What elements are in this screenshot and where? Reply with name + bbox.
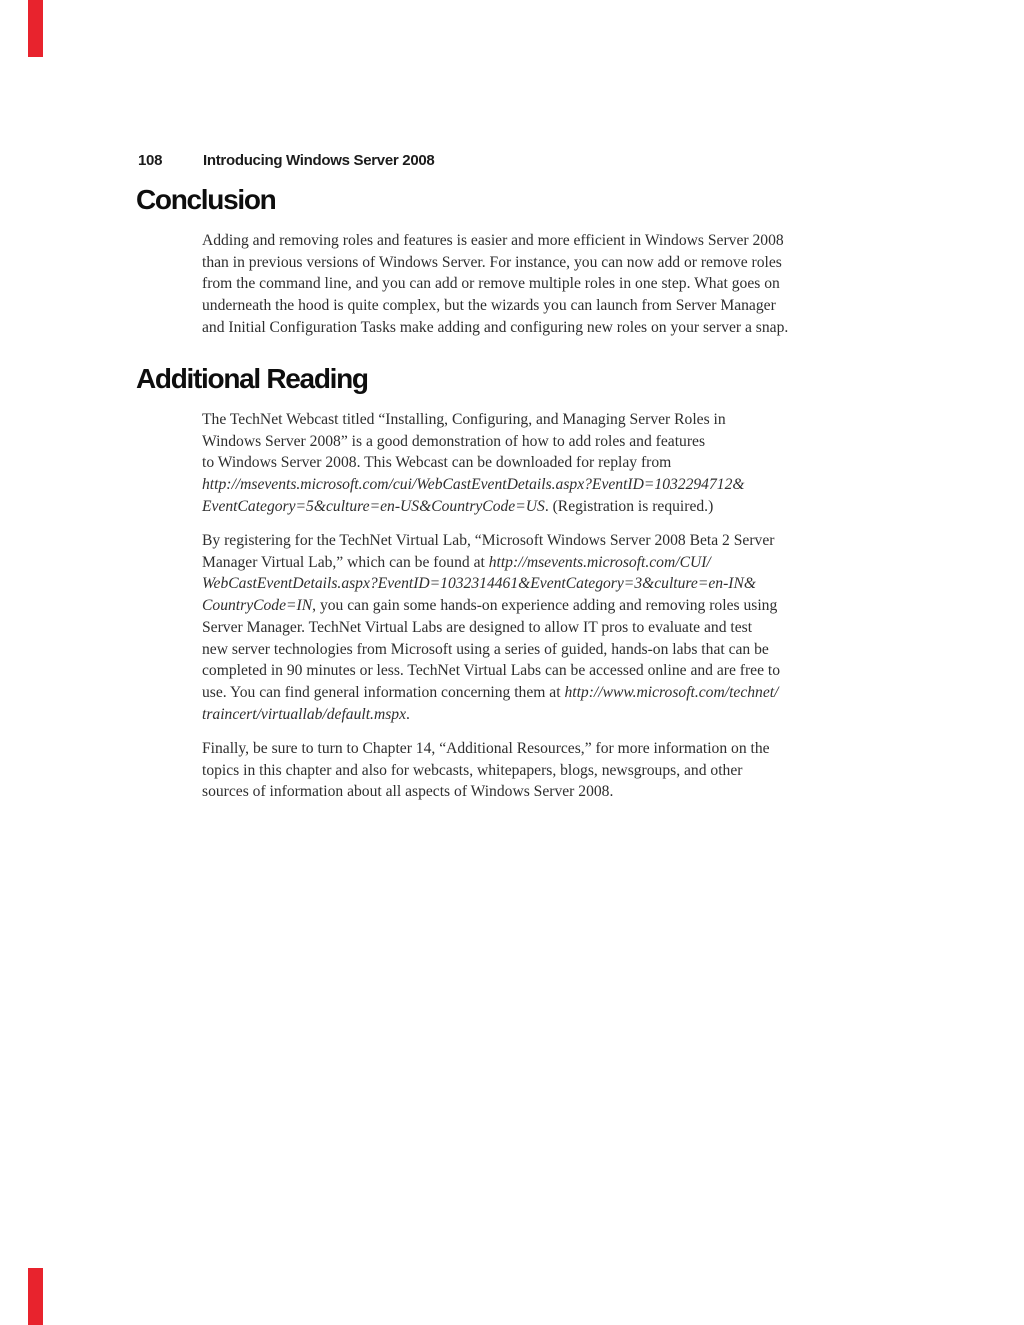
text-line xyxy=(202,682,892,704)
text-line xyxy=(202,738,892,760)
text-line xyxy=(202,252,892,274)
text-line xyxy=(202,704,892,726)
text-line xyxy=(202,552,892,574)
paragraph xyxy=(202,409,892,518)
text-line xyxy=(202,295,892,317)
body-text: By registering for the TechNet Virtual Lab, “Microsoft Windows Server 2008 Beta 2 Server xyxy=(202,532,775,549)
url-text: CountryCode=IN xyxy=(202,597,313,615)
text-line xyxy=(202,639,892,661)
body-text: underneath the hood is quite complex, but the wizards you can launch from Server Manager xyxy=(202,297,776,315)
text-line xyxy=(202,273,892,295)
body-text: The TechNet Webcast titled “Installing, Configuring, and Managing Server Roles in xyxy=(202,411,726,428)
running-header xyxy=(138,152,858,172)
body-text: topics in this chapter and also for webcasts, whitepapers, blogs, newsgroups, and other xyxy=(202,761,743,779)
text-line xyxy=(202,431,892,453)
body-text: Adding and removing roles and features is easier and more efficient in Windows Server 2008 xyxy=(202,232,784,249)
paragraph xyxy=(202,230,892,339)
url-text: http://www.microsoft.com/technet/ xyxy=(564,683,779,701)
body-text: Windows Server 2008” is a good demonstration of how to add roles and features xyxy=(202,432,706,450)
text-line xyxy=(202,452,892,474)
text-line xyxy=(202,496,892,518)
page-number: 108 xyxy=(138,152,163,169)
text-line xyxy=(202,595,892,617)
text-line xyxy=(202,317,892,339)
body-text: from the command line, and you can add or remove multiple roles in one step. What goes on xyxy=(202,275,780,293)
paragraph xyxy=(202,530,892,725)
running-header-title: Introducing Windows Server 2008 xyxy=(203,152,435,169)
body-text: new server technologies from Microsoft using a series of guided, hands-on labs that can be xyxy=(202,640,769,658)
body-text: completed in 90 minutes or less. TechNet Virtual Labs can be accessed online and are free to xyxy=(202,662,781,680)
text-line xyxy=(202,409,892,431)
url-text: traincert/virtuallab/default.mspx xyxy=(202,705,406,723)
body-text: , you can gain some hands-on experience adding and removing roles using xyxy=(312,597,778,615)
url-text: http://msevents.microsoft.com/CUI/ xyxy=(488,553,711,571)
url-text: http://msevents.microsoft.com/cui/WebCastEventDetails.aspx?EventID=1032294712& xyxy=(202,476,745,494)
text-line xyxy=(202,617,892,639)
text-line xyxy=(202,230,892,252)
body-text: . xyxy=(406,705,410,723)
text-line xyxy=(202,781,892,803)
body-text: sources of information about all aspects of Windows Server 2008. xyxy=(202,783,614,801)
bleed-mark-bottom xyxy=(28,1268,43,1325)
body-text: Server Manager. TechNet Virtual Labs are designed to allow IT pros to evaluate and test xyxy=(202,618,753,636)
body-text: Finally, be sure to turn to Chapter 14, “Additional Resources,” for more information on the xyxy=(202,740,770,757)
section-heading-additional-reading: Additional Reading xyxy=(136,363,368,394)
body-text: Manager Virtual Lab,” which can be found at xyxy=(202,553,489,571)
body-text: use. You can find general information concerning them at xyxy=(202,683,565,701)
body-text: than in previous versions of Windows Server. For instance, you can now add or remove roles xyxy=(202,253,782,271)
section-heading-conclusion: Conclusion xyxy=(136,184,276,215)
paragraph xyxy=(202,738,892,803)
text-line xyxy=(202,530,892,552)
bleed-mark-top xyxy=(28,0,43,57)
body-text: and Initial Configuration Tasks make adding and configuring new roles on your server a snap. xyxy=(202,318,789,336)
text-line xyxy=(202,660,892,682)
text-line xyxy=(202,573,892,595)
url-text: EventCategory=5&culture=en-US&CountryCode=US xyxy=(202,497,545,515)
body-text: to Windows Server 2008. This Webcast can be downloaded for replay from xyxy=(202,454,672,472)
text-line xyxy=(202,760,892,782)
text-line xyxy=(202,474,892,496)
body-text: . (Registration is required.) xyxy=(544,497,714,515)
url-text: WebCastEventDetails.aspx?EventID=1032314461&EventCategory=3&culture=en-IN& xyxy=(202,575,756,593)
